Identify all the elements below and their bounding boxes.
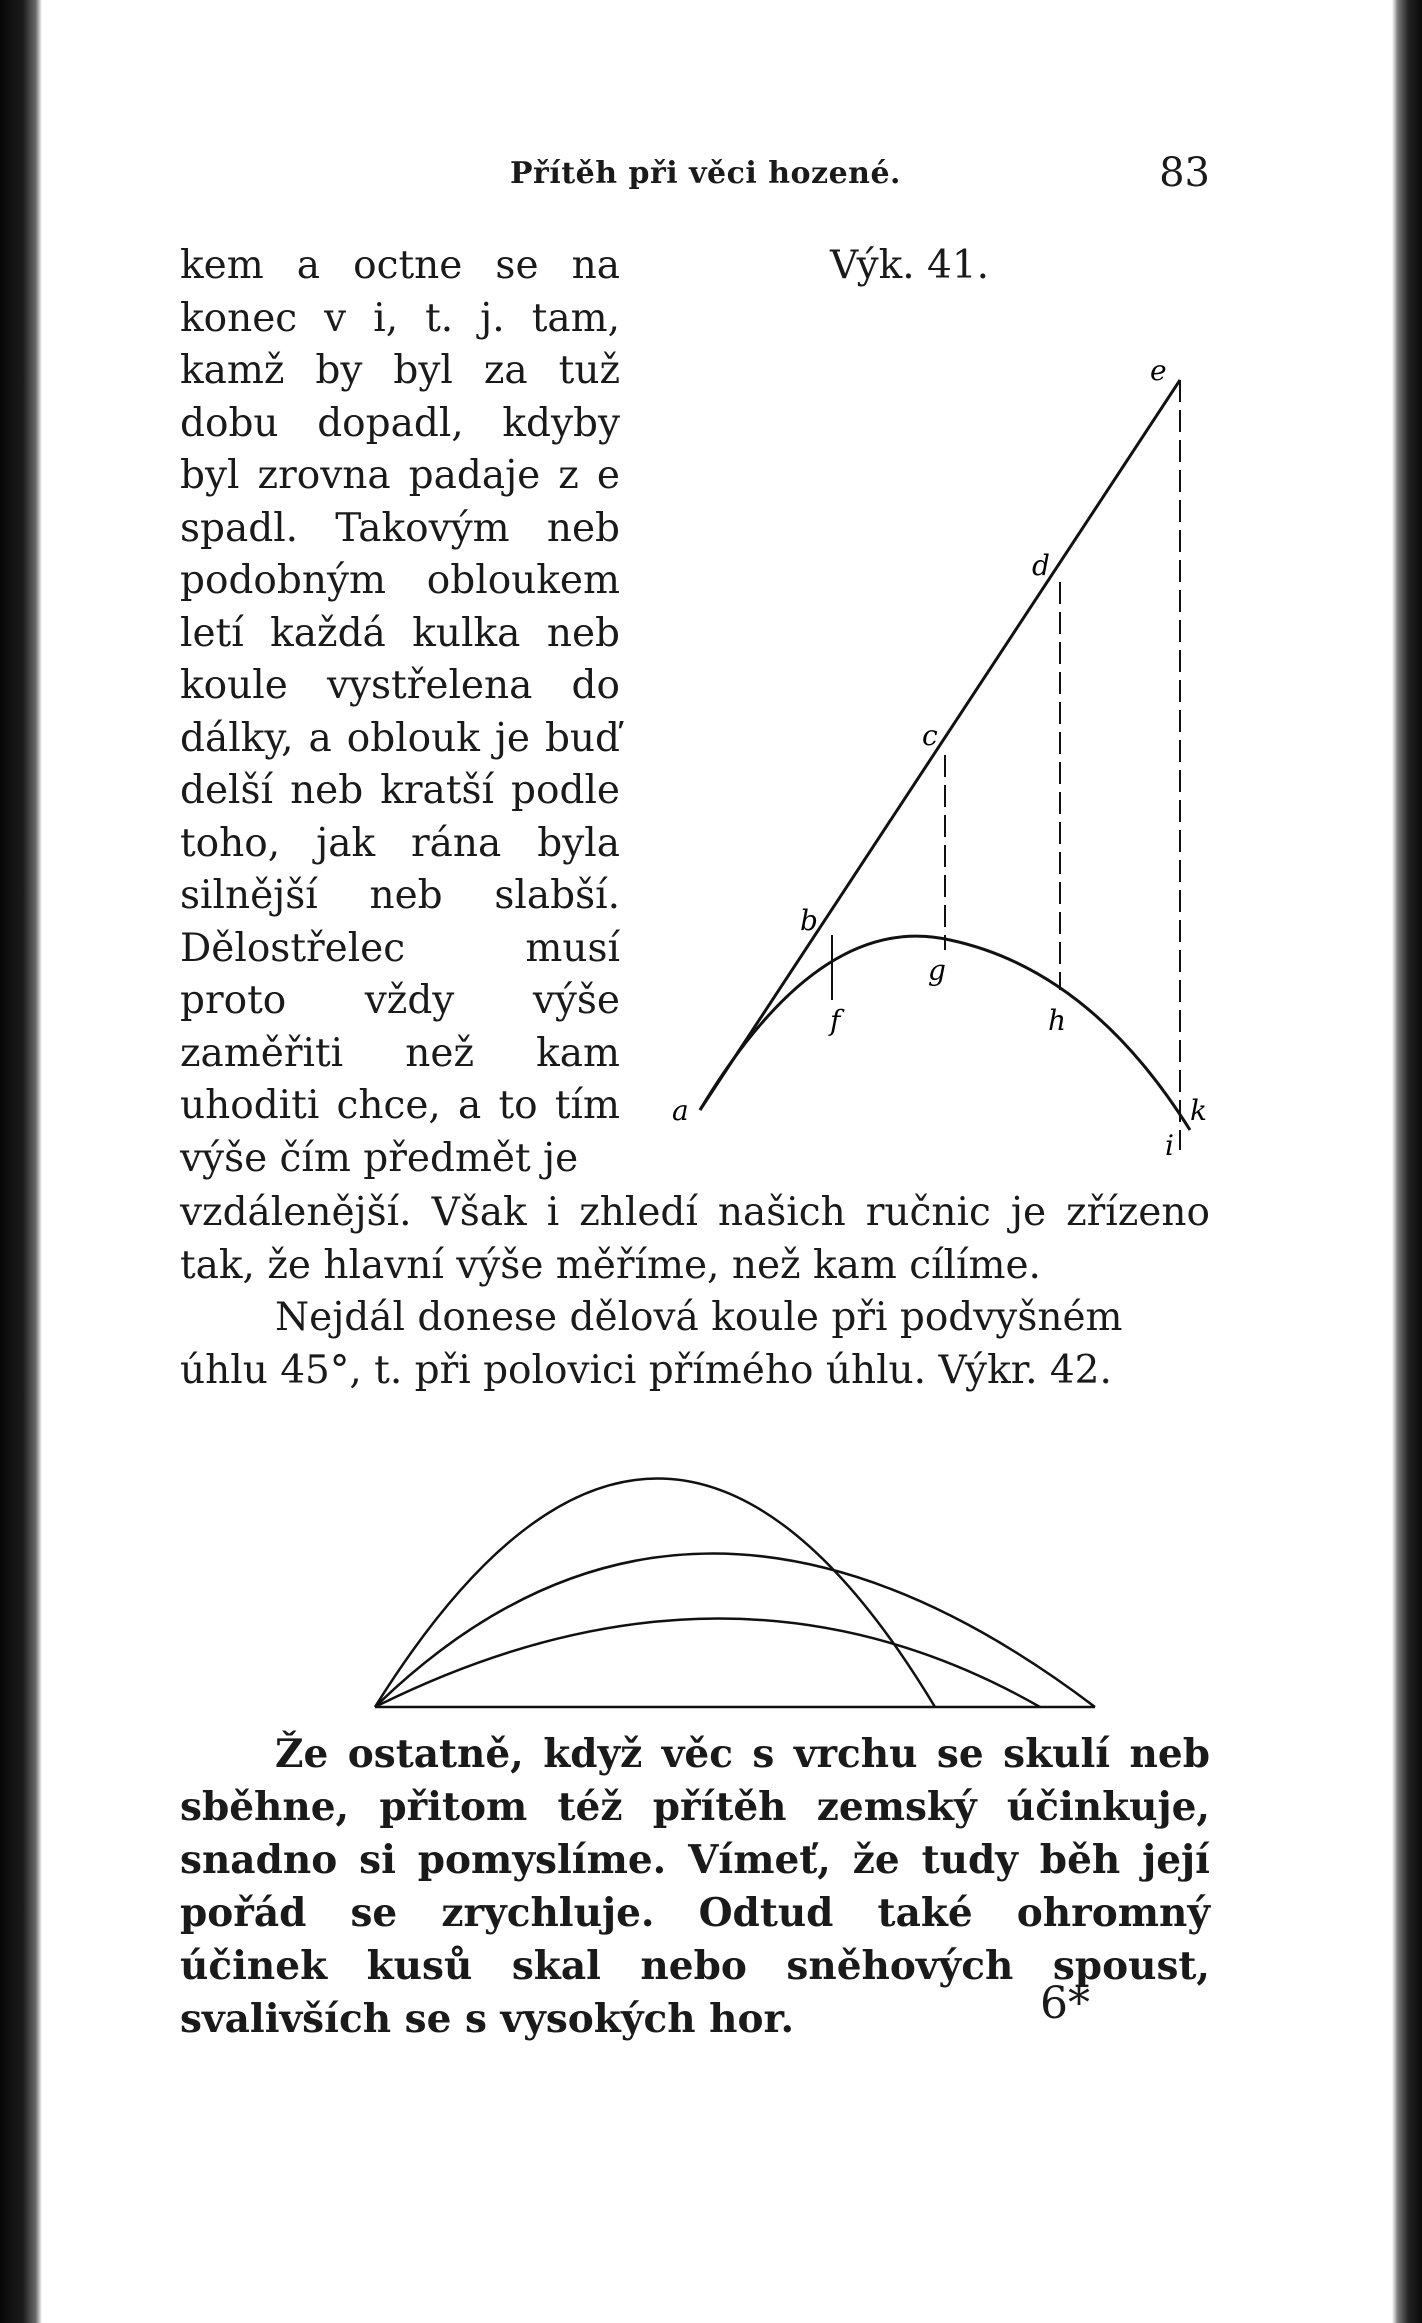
signature-mark: 6* xyxy=(1040,1978,1090,2029)
label-e: e xyxy=(1150,354,1167,387)
arc-mid xyxy=(375,1554,1095,1708)
aim-line xyxy=(700,380,1180,1110)
running-title: Přítěh při věci hozené. xyxy=(510,156,901,191)
label-k: k xyxy=(1190,1094,1207,1127)
arc-low xyxy=(375,1619,1040,1708)
label-a: a xyxy=(672,1094,689,1127)
label-h: h xyxy=(1048,1004,1067,1037)
scan-right-edge xyxy=(1392,0,1422,2323)
scan-left-edge xyxy=(0,0,42,2323)
label-i: i xyxy=(1165,1129,1174,1162)
figure-41-trajectory-diagram xyxy=(660,350,1230,1170)
label-f: f xyxy=(830,1004,841,1037)
page-number: 83 xyxy=(1159,150,1210,196)
column-paragraph: kem a octne se na konec v i, t. j. tam, kamž by byl za tuž dobu dopadl, kdyby byl zrovna padaje z e spadl. Takovým neb podobným obloukem letí každá kulka neb koule vystřelena do dálky, a oblouk je buď delší neb kratší podle toho, jak rána byla silnější neb slabší. Dělostřelec musí proto vždy výše zaměřiti než kam uhoditi chce, a to tím výše čím předmět je xyxy=(180,243,620,1181)
label-c: c xyxy=(922,719,938,752)
label-b: b xyxy=(800,904,818,937)
paragraph-bold: Že ostatně, když věc s vrchu se skulí neb sběhne, přitom též přítěh zemský účinkuje, snadno si pomyslíme. Vímeť, že tudy běh její pořád se zrychluje. Odtud také ohromný účinek kusů skal nebo sněhových spoust, svalivších se s vysokých hor. xyxy=(180,1731,1210,2042)
figure-42-trajectory-arcs xyxy=(360,1420,1120,1740)
arc-high xyxy=(375,1479,935,1708)
paragraph-continuation: vzdálenější. Však i zhledí našich ručnic je zřízeno tak, že hlavní výše měříme, než kam cílíme. xyxy=(180,1190,1210,1288)
label-d: d xyxy=(1032,549,1050,582)
page-header xyxy=(180,150,1210,200)
figure-41-caption: Výk. 41. xyxy=(830,243,990,288)
label-g: g xyxy=(928,954,946,987)
paragraph-angle: Nejdál donese dělová koule při podvyšném úhlu 45°, t. při polovici přímého úhlu. Výkr. 42. xyxy=(180,1295,1123,1393)
